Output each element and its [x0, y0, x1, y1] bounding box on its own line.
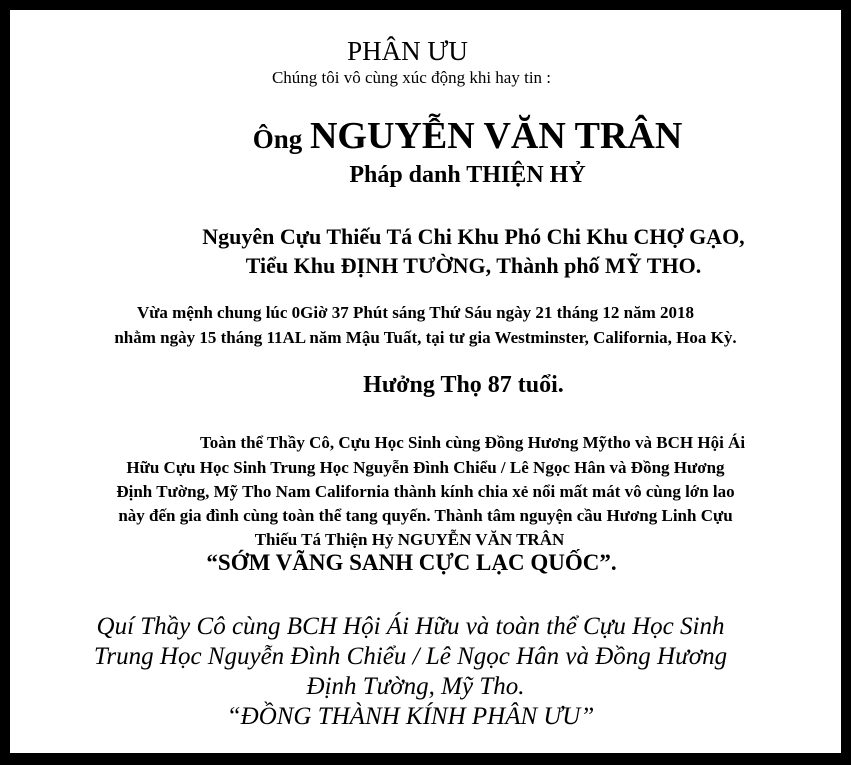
condolence-line-3: Định Tường, Mỹ Tho Nam California thành kính chia xẻ nổi mất mát vô cùng lớn lao	[116, 482, 735, 501]
closing-line-1: Quí Thầy Cô cùng BCH Hội Ái Hữu và toàn thể Cựu Học Sinh	[96, 613, 725, 640]
closing-line-4: “ĐỒNG THÀNH KÍNH PHÂN ƯU”	[226, 703, 595, 730]
passing-line-2: nhằm ngày 15 tháng 11AL năm Mậu Tuất, tại tư gia Westminster, California, Hoa Kỳ.	[114, 328, 737, 347]
dharma-name: Pháp danh THIỆN HỶ	[349, 162, 586, 188]
rank-line-1: Nguyên Cựu Thiếu Tá Chi Khu Phó Chi Khu CHỢ GẠO,	[202, 224, 745, 249]
intro-text: Chúng tôi vô cùng xúc động khi hay tin :	[271, 68, 552, 87]
notice-title: PHÂN ƯU	[347, 36, 468, 66]
condolence-line-1: Toàn thể Thầy Cô, Cựu Học Sinh cùng Đồng Hương Mỹtho và BCH Hội Ái	[199, 433, 746, 452]
honorific: Ông	[252, 124, 303, 154]
deceased-name: NGUYỄN VĂN TRÂN	[309, 115, 683, 157]
passing-line-1: Vừa mệnh chung lúc 0Giờ 37 Phút sáng Thứ Sáu ngày 21 tháng 12 năm 2018	[136, 303, 695, 322]
condolence-line-5: Thiếu Tá Thiện Hỷ NGUYỄN VĂN TRÂN	[254, 530, 565, 549]
condolence-line-4: này đến gia đình cùng toàn thể tang quyến. Thành tâm nguyện cầu Hương Linh Cựu	[118, 506, 733, 525]
deceased-name-line	[52, 114, 851, 158]
condolence-line-2: Hữu Cựu Học Sinh Trung Học Nguyễn Đình Chiểu / Lê Ngọc Hân và Đồng Hương	[126, 458, 725, 477]
age-line: Hưởng Thọ 87 tuổi.	[363, 372, 564, 398]
closing-line-3: Định Tường, Mỹ Tho.	[306, 673, 525, 700]
closing-line-2: Trung Học Nguyễn Đình Chiểu / Lê Ngọc Hân và Đồng Hương	[93, 643, 728, 670]
condolence-notice	[10, 10, 841, 753]
rank-line-2: Tiểu Khu ĐỊNH TƯỜNG, Thành phố MỸ THO.	[245, 253, 702, 278]
prayer-slogan: “SỚM VÃNG SANH CỰC LẠC QUỐC”.	[206, 550, 617, 575]
